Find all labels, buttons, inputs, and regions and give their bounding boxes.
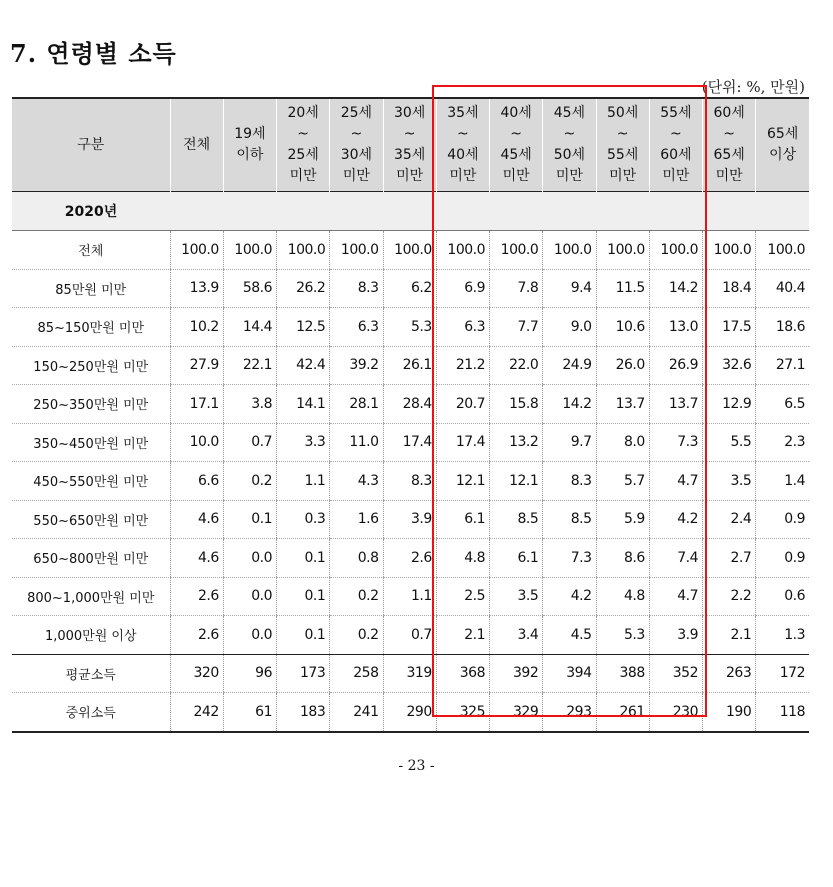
table-row xyxy=(12,693,809,732)
column-header xyxy=(596,98,649,192)
table-cell: 32.6 xyxy=(703,346,756,385)
table-cell: 329 xyxy=(490,693,543,732)
table-cell: 319 xyxy=(383,654,436,693)
table-cell: 100.0 xyxy=(223,231,276,270)
table-cell: 0.1 xyxy=(223,500,276,539)
table-cell: 10.6 xyxy=(596,308,649,347)
table-cell: 42.4 xyxy=(277,346,330,385)
table-cell: 2.4 xyxy=(703,500,756,539)
table-cell: 28.1 xyxy=(330,385,383,424)
table-cell: 10.2 xyxy=(170,308,223,347)
column-header-line: ~ xyxy=(723,126,735,142)
unit-note: (단위: %, 만원) xyxy=(701,78,805,96)
column-header-line: ~ xyxy=(297,126,309,142)
table-cell: 261 xyxy=(596,693,649,732)
table-cell: 0.2 xyxy=(330,577,383,616)
row-label: 150~250만원 미만 xyxy=(12,346,170,385)
table-cell: 6.1 xyxy=(436,500,489,539)
year-row xyxy=(12,192,809,231)
column-header xyxy=(330,98,383,192)
column-header-line: 65세 xyxy=(713,147,745,163)
table-cell: 100.0 xyxy=(170,231,223,270)
table-cell: 190 xyxy=(703,693,756,732)
row-label: 350~450만원 미만 xyxy=(12,423,170,462)
table-cell: 2.6 xyxy=(170,616,223,655)
column-header-line: 미만 xyxy=(289,168,317,184)
table-cell: 17.5 xyxy=(703,308,756,347)
table-cell: 241 xyxy=(330,693,383,732)
table-cell: 4.8 xyxy=(436,539,489,578)
table-cell: 12.5 xyxy=(277,308,330,347)
table-cell: 3.3 xyxy=(277,423,330,462)
table-cell: 11.0 xyxy=(330,423,383,462)
table-cell: 4.2 xyxy=(649,500,702,539)
table-cell: 3.4 xyxy=(490,616,543,655)
table-cell: 2.7 xyxy=(703,539,756,578)
table-cell: 3.9 xyxy=(649,616,702,655)
table-cell: 18.6 xyxy=(756,308,809,347)
table-cell: 3.5 xyxy=(490,577,543,616)
table-cell: 6.3 xyxy=(330,308,383,347)
table-cell: 100.0 xyxy=(596,231,649,270)
table-cell: 7.8 xyxy=(490,269,543,308)
table-cell: 368 xyxy=(436,654,489,693)
table-cell: 0.7 xyxy=(223,423,276,462)
table-cell: 2.1 xyxy=(703,616,756,655)
table-cell: 7.4 xyxy=(649,539,702,578)
table-cell: 58.6 xyxy=(223,269,276,308)
table-cell: 4.5 xyxy=(543,616,596,655)
table-row xyxy=(12,539,809,578)
table-cell: 26.2 xyxy=(277,269,330,308)
table-cell: 8.5 xyxy=(543,500,596,539)
table-cell: 2.6 xyxy=(170,577,223,616)
table-cell: 9.4 xyxy=(543,269,596,308)
table-cell: 2.6 xyxy=(383,539,436,578)
table-cell: 12.9 xyxy=(703,385,756,424)
table-cell: 13.0 xyxy=(649,308,702,347)
table-cell: 27.9 xyxy=(170,346,223,385)
table-cell: 100.0 xyxy=(383,231,436,270)
column-header-line: 미만 xyxy=(449,168,477,184)
column-header-line: 20세 xyxy=(287,105,319,121)
column-header-line: ~ xyxy=(350,126,363,142)
table-cell: 96 xyxy=(223,654,276,693)
table-row xyxy=(12,577,809,616)
table-cell: 100.0 xyxy=(330,231,383,270)
table-cell: 0.3 xyxy=(277,500,330,539)
column-header-line: 이상 xyxy=(769,147,797,163)
table-cell: 26.9 xyxy=(649,346,702,385)
table-cell: 5.3 xyxy=(383,308,436,347)
table-cell: 4.7 xyxy=(649,577,702,616)
table-cell: 8.6 xyxy=(596,539,649,578)
table-cell: 18.4 xyxy=(703,269,756,308)
table-cell: 320 xyxy=(170,654,223,693)
table-cell: 26.0 xyxy=(596,346,649,385)
table-row xyxy=(12,616,809,655)
column-header-line: 40세 xyxy=(500,105,532,121)
row-label: 85~150만원 미만 xyxy=(12,308,170,347)
table-cell: 3.8 xyxy=(223,385,276,424)
row-label: 550~650만원 미만 xyxy=(12,500,170,539)
column-header-line: ~ xyxy=(670,126,682,142)
table-cell: 1.1 xyxy=(277,462,330,501)
table-row xyxy=(12,231,809,270)
table-cell: 172 xyxy=(756,654,809,693)
column-header-line: 35세 xyxy=(393,147,426,163)
table-cell: 100.0 xyxy=(490,231,543,270)
table-cell: 1.4 xyxy=(756,462,809,501)
table-cell: 2.1 xyxy=(436,616,489,655)
table-cell: 0.6 xyxy=(756,577,809,616)
column-header-line: 전체 xyxy=(183,136,211,153)
table-cell: 100.0 xyxy=(277,231,330,270)
row-label: 1,000만원 이상 xyxy=(12,616,170,655)
column-header xyxy=(703,98,756,192)
table-cell: 39.2 xyxy=(330,346,383,385)
table-row xyxy=(12,423,809,462)
table-cell: 10.0 xyxy=(170,423,223,462)
column-header xyxy=(223,98,276,192)
column-header-line: 35세 xyxy=(447,105,479,121)
column-header-line: 이하 xyxy=(236,147,264,163)
income-by-age-table xyxy=(12,97,809,733)
table-cell: 6.1 xyxy=(490,539,543,578)
table-cell: 11.5 xyxy=(596,269,649,308)
column-header-line: 50세 xyxy=(606,105,639,121)
table-cell: 20.7 xyxy=(436,385,489,424)
column-header-line: 30세 xyxy=(393,105,426,121)
table-cell: 9.0 xyxy=(543,308,596,347)
page-number: - 23 - xyxy=(398,758,435,774)
table-row xyxy=(12,500,809,539)
table-cell: 26.1 xyxy=(383,346,436,385)
page-title: 7. 연령별 소득 xyxy=(10,39,177,68)
table-cell: 8.0 xyxy=(596,423,649,462)
table-cell: 325 xyxy=(436,693,489,732)
table-cell: 118 xyxy=(756,693,809,732)
table-cell: 0.2 xyxy=(223,462,276,501)
table-cell: 2.2 xyxy=(703,577,756,616)
table-cell: 0.2 xyxy=(330,616,383,655)
table-cell: 4.7 xyxy=(649,462,702,501)
column-header-line: 45세 xyxy=(500,147,532,163)
table-cell: 13.7 xyxy=(649,385,702,424)
column-header xyxy=(490,98,543,192)
row-label: 800~1,000만원 미만 xyxy=(12,577,170,616)
table-row xyxy=(12,385,809,424)
table-row xyxy=(12,462,809,501)
column-header xyxy=(277,98,330,192)
column-header-line: 미만 xyxy=(715,168,743,184)
column-header-line: 50세 xyxy=(553,147,586,163)
column-header-line: 미만 xyxy=(662,168,690,184)
table-row xyxy=(12,308,809,347)
table-cell: 28.4 xyxy=(383,385,436,424)
table-cell: 12.1 xyxy=(490,462,543,501)
table-cell: 24.9 xyxy=(543,346,596,385)
table-cell: 14.1 xyxy=(277,385,330,424)
table-cell: 8.5 xyxy=(490,500,543,539)
table-cell: 8.3 xyxy=(543,462,596,501)
table-cell: 0.0 xyxy=(223,577,276,616)
table-cell: 1.1 xyxy=(383,577,436,616)
table-cell: 5.9 xyxy=(596,500,649,539)
table-cell: 0.1 xyxy=(277,539,330,578)
table-cell: 242 xyxy=(170,693,223,732)
year-row-filler xyxy=(170,192,809,231)
column-header-line: 55세 xyxy=(660,105,692,121)
column-header-line: ~ xyxy=(457,126,469,142)
column-header-line: ~ xyxy=(403,126,416,142)
table-cell: 12.1 xyxy=(436,462,489,501)
table-cell: 7.3 xyxy=(649,423,702,462)
table-cell: 7.3 xyxy=(543,539,596,578)
column-header-line: ~ xyxy=(563,126,576,142)
table-cell: 5.7 xyxy=(596,462,649,501)
table-body xyxy=(12,231,809,732)
table-cell: 290 xyxy=(383,693,436,732)
table-cell: 0.1 xyxy=(277,616,330,655)
column-header-line: 미만 xyxy=(342,168,370,184)
table-cell: 7.7 xyxy=(490,308,543,347)
column-header-line: 30세 xyxy=(340,147,373,163)
column-header-line: ~ xyxy=(510,126,522,142)
column-header-line: 미만 xyxy=(396,168,424,184)
table-cell: 183 xyxy=(277,693,330,732)
table-cell: 17.1 xyxy=(170,385,223,424)
table-cell: 394 xyxy=(543,654,596,693)
table-cell: 3.5 xyxy=(703,462,756,501)
column-header xyxy=(383,98,436,192)
table-cell: 4.2 xyxy=(543,577,596,616)
column-header xyxy=(170,98,223,192)
table-cell: 1.6 xyxy=(330,500,383,539)
table-cell: 100.0 xyxy=(436,231,489,270)
table-cell: 4.6 xyxy=(170,500,223,539)
table-cell: 4.6 xyxy=(170,539,223,578)
column-header-line: 미만 xyxy=(609,168,637,184)
table-cell: 2.3 xyxy=(756,423,809,462)
table-cell: 388 xyxy=(596,654,649,693)
column-header xyxy=(649,98,702,192)
row-label: 85만원 미만 xyxy=(12,269,170,308)
column-header-line: 25세 xyxy=(340,105,373,121)
table-cell: 8.3 xyxy=(383,462,436,501)
row-label: 중위소득 xyxy=(12,693,170,732)
table-cell: 13.9 xyxy=(170,269,223,308)
table-cell: 3.9 xyxy=(383,500,436,539)
table-cell: 100.0 xyxy=(649,231,702,270)
table-cell: 0.0 xyxy=(223,616,276,655)
table-cell: 6.2 xyxy=(383,269,436,308)
table-cell: 293 xyxy=(543,693,596,732)
table-cell: 230 xyxy=(649,693,702,732)
column-header-line: 45세 xyxy=(553,105,586,121)
column-header-line: 19세 xyxy=(234,126,266,142)
column-header-line: 60세 xyxy=(713,105,745,121)
table-cell: 17.4 xyxy=(383,423,436,462)
column-header-line: 40세 xyxy=(447,147,479,163)
column-header xyxy=(543,98,596,192)
table-row xyxy=(12,269,809,308)
table-cell: 13.7 xyxy=(596,385,649,424)
table-cell: 9.7 xyxy=(543,423,596,462)
table-cell: 4.3 xyxy=(330,462,383,501)
table-cell: 173 xyxy=(277,654,330,693)
column-header-line: 미만 xyxy=(555,168,583,184)
table-cell: 14.2 xyxy=(543,385,596,424)
table-cell: 6.6 xyxy=(170,462,223,501)
table-cell: 5.5 xyxy=(703,423,756,462)
table-cell: 4.8 xyxy=(596,577,649,616)
table-cell: 100.0 xyxy=(543,231,596,270)
corner-header: 구분 xyxy=(12,98,170,192)
table-cell: 0.1 xyxy=(277,577,330,616)
table-cell: 0.7 xyxy=(383,616,436,655)
row-label: 250~350만원 미만 xyxy=(12,385,170,424)
table-cell: 6.5 xyxy=(756,385,809,424)
table-cell: 100.0 xyxy=(756,231,809,270)
table-cell: 6.9 xyxy=(436,269,489,308)
table-cell: 2.5 xyxy=(436,577,489,616)
table-cell: 22.0 xyxy=(490,346,543,385)
column-header-line: 미만 xyxy=(502,168,530,184)
table-cell: 40.4 xyxy=(756,269,809,308)
table-cell: 352 xyxy=(649,654,702,693)
row-label: 450~550만원 미만 xyxy=(12,462,170,501)
table-cell: 8.3 xyxy=(330,269,383,308)
column-header-line: 55세 xyxy=(606,147,639,163)
table-cell: 5.3 xyxy=(596,616,649,655)
row-label: 평균소득 xyxy=(12,654,170,693)
column-header xyxy=(756,98,809,192)
table-cell: 27.1 xyxy=(756,346,809,385)
table-cell: 15.8 xyxy=(490,385,543,424)
column-header-line: ~ xyxy=(616,126,629,142)
table-cell: 100.0 xyxy=(703,231,756,270)
row-label: 전체 xyxy=(12,231,170,270)
table-cell: 263 xyxy=(703,654,756,693)
column-header-line: 65세 xyxy=(766,126,799,142)
column-header-line: 25세 xyxy=(287,147,319,163)
header-row xyxy=(12,98,809,192)
table-cell: 0.9 xyxy=(756,500,809,539)
table-cell: 14.2 xyxy=(649,269,702,308)
year-label: 2020년 xyxy=(12,192,170,231)
table-cell: 392 xyxy=(490,654,543,693)
row-label: 650~800만원 미만 xyxy=(12,539,170,578)
table-row xyxy=(12,346,809,385)
table-cell: 13.2 xyxy=(490,423,543,462)
table-cell: 0.9 xyxy=(756,539,809,578)
table-cell: 258 xyxy=(330,654,383,693)
table-cell: 21.2 xyxy=(436,346,489,385)
table-cell: 14.4 xyxy=(223,308,276,347)
column-header-line: 60세 xyxy=(660,147,692,163)
table-cell: 6.3 xyxy=(436,308,489,347)
table-cell: 61 xyxy=(223,693,276,732)
table-cell: 1.3 xyxy=(756,616,809,655)
table-cell: 17.4 xyxy=(436,423,489,462)
table-cell: 0.0 xyxy=(223,539,276,578)
column-header xyxy=(436,98,489,192)
table-row xyxy=(12,654,809,693)
table-cell: 0.8 xyxy=(330,539,383,578)
table-cell: 22.1 xyxy=(223,346,276,385)
